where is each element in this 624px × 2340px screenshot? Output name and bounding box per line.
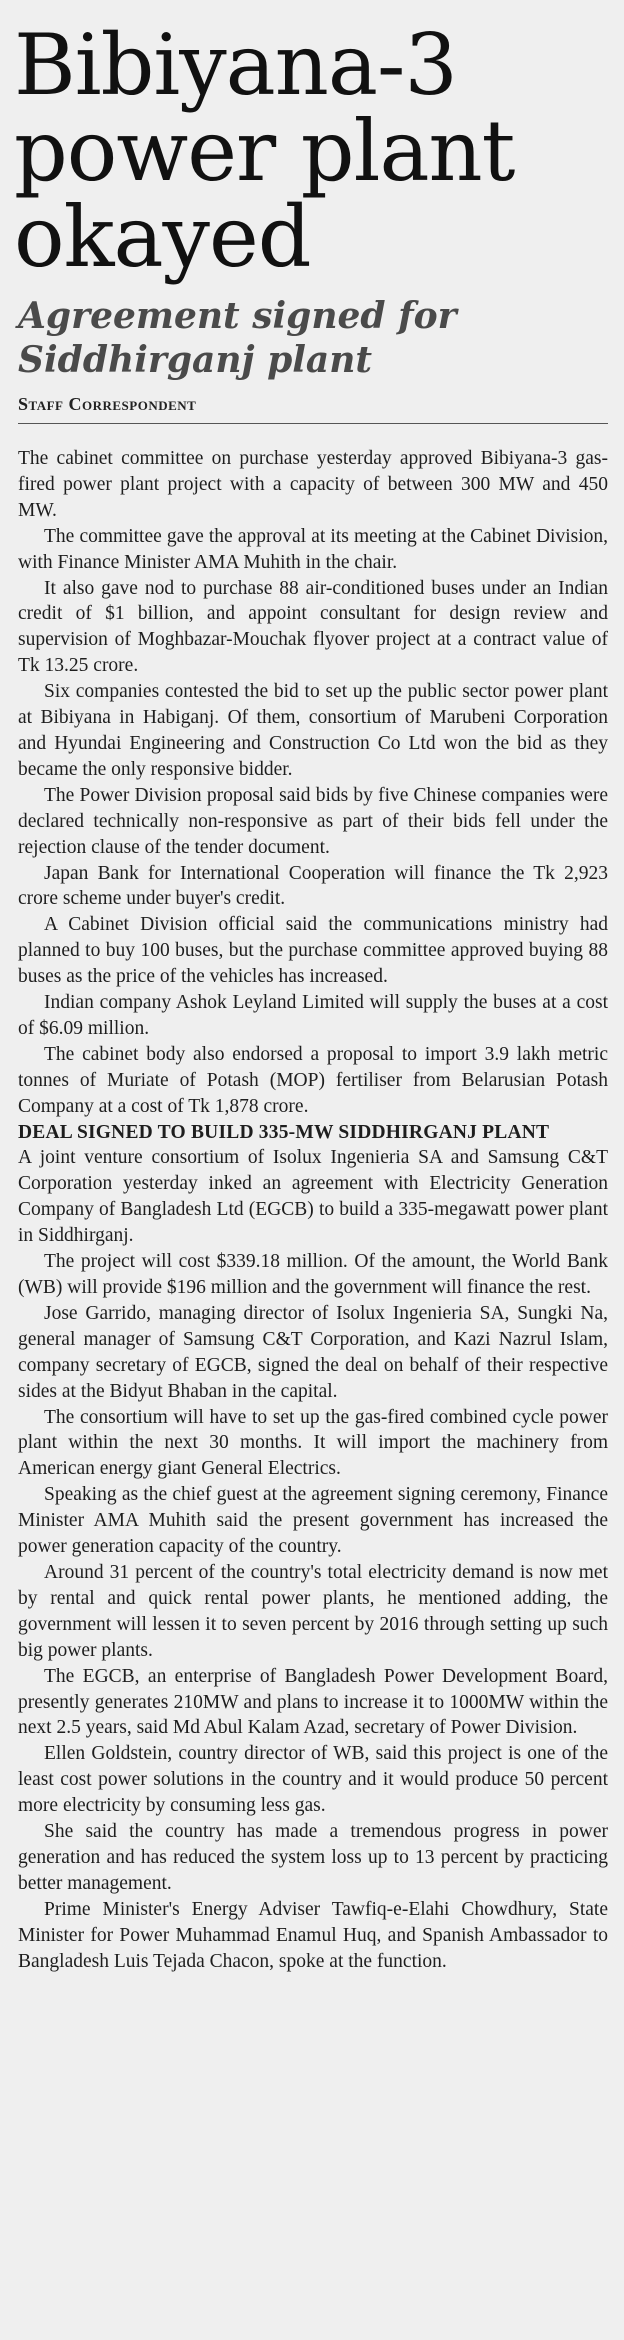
paragraph: The project will cost $339.18 million. Of the amount, the World Bank (WB) will provide $196 million and the government will finance the rest. xyxy=(18,1251,608,1298)
paragraph: It also gave nod to purchase 88 air-conditioned buses under an Indian credit of $1 billion, and appoint consultant for design review and supervision of Moghbazar-Mouchak flyover project at a contract value of Tk 13.25 crore. xyxy=(18,577,608,677)
paragraph: The EGCB, an enterprise of Bangladesh Power Development Board, presently generates 210MW and plans to increase it to 1000MW within the next 2.5 years, said Md Abul Kalam Azad, secretary of Power Division. xyxy=(18,1665,608,1739)
paragraph: Around 31 percent of the country's total electricity demand is now met by rental and quick rental power plants, he mentioned adding, the government will lessen it to seven percent by 2016 through setting up such big power plants. xyxy=(18,1561,608,1661)
paragraph: Prime Minister's Energy Adviser Tawfiq-e-Elahi Chowdhury, State Minister for Power Muhammad Enamul Huq, and Spanish Ambassador to Bangladesh Luis Tejada Chacon, spoke at the function. xyxy=(18,1898,608,1972)
paragraph: A joint venture consortium of Isolux Ingenieria SA and Samsung C&T Corporation yesterday inked an agreement with Electricity Generation Company of Bangladesh Ltd (EGCB) to build a 335-megawatt power plant in Siddhirganj. xyxy=(18,1147,608,1247)
paragraph: The consortium will have to set up the gas-fired combined cycle power plant within the next 30 months. It will import the machinery from American energy giant General Electrics. xyxy=(18,1406,608,1480)
paragraph: The committee gave the approval at its meeting at the Cabinet Division, with Finance Minister AMA Muhith in the chair. xyxy=(18,525,608,573)
paragraph: The Power Division proposal said bids by five Chinese companies were declared technically non-responsive as part of their bids fell under the rejection clause of the tender document. xyxy=(18,784,608,858)
headline: Bibiyana-3 power plant okayed xyxy=(14,16,515,286)
byline-divider xyxy=(18,423,608,424)
article-body xyxy=(18,446,608,1974)
paragraph: Ellen Goldstein, country director of WB, said this project is one of the least cost power solutions in the country and it would produce 50 percent more electricity by consuming less gas. xyxy=(18,1743,608,1817)
byline: Staff Correspondent xyxy=(18,394,197,414)
paragraph: A Cabinet Division official said the communications ministry had planned to buy 100 buses, but the purchase committee approved buying 88 buses as the price of the vehicles has increased. xyxy=(18,914,608,988)
paragraph: Jose Garrido, managing director of Isolux Ingenieria SA, Sungki Na, general manager of Samsung C&T Corporation, and Kazi Nazrul Islam, company secretary of EGCB, signed the deal on behalf of their respective sides at the Bidyut Bhaban in the capital. xyxy=(18,1302,608,1402)
paragraph: Speaking as the chief guest at the agreement signing ceremony, Finance Minister AMA Muhith said the present government has increased the power generation capacity of the country. xyxy=(18,1484,608,1558)
paragraph: She said the country has made a tremendous progress in power generation and has reduced the system loss up to 13 percent by practicing better management. xyxy=(18,1821,608,1894)
section-heading: DEAL SIGNED TO BUILD 335-MW SIDDHIRGANJ PLANT xyxy=(18,1121,550,1143)
subheadline: Agreement signed for Siddhirganj plant xyxy=(18,295,457,381)
paragraph: Six companies contested the bid to set up the public sector power plant at Bibiyana in Habiganj. Of them, consortium of Marubeni Corporation and Hyundai Engineering and Construction Co Ltd won the bid as they became the only responsive bidder. xyxy=(18,681,608,780)
paragraph: The cabinet body also endorsed a proposal to import 3.9 lakh metric tonnes of Muriate of Potash (MOP) fertiliser from Belarusian Potash Company at a cost of Tk 1,878 crore. xyxy=(18,1043,608,1117)
paragraph: The cabinet committee on purchase yesterday approved Bibiyana-3 gas-fired power plant project with a capacity of between 300 MW and 450 MW. xyxy=(18,448,608,521)
paragraph: Indian company Ashok Leyland Limited will supply the buses at a cost of $6.09 million. xyxy=(18,992,608,1039)
paragraph: Japan Bank for International Cooperation will finance the Tk 2,923 crore scheme under buyer's credit. xyxy=(18,862,608,910)
